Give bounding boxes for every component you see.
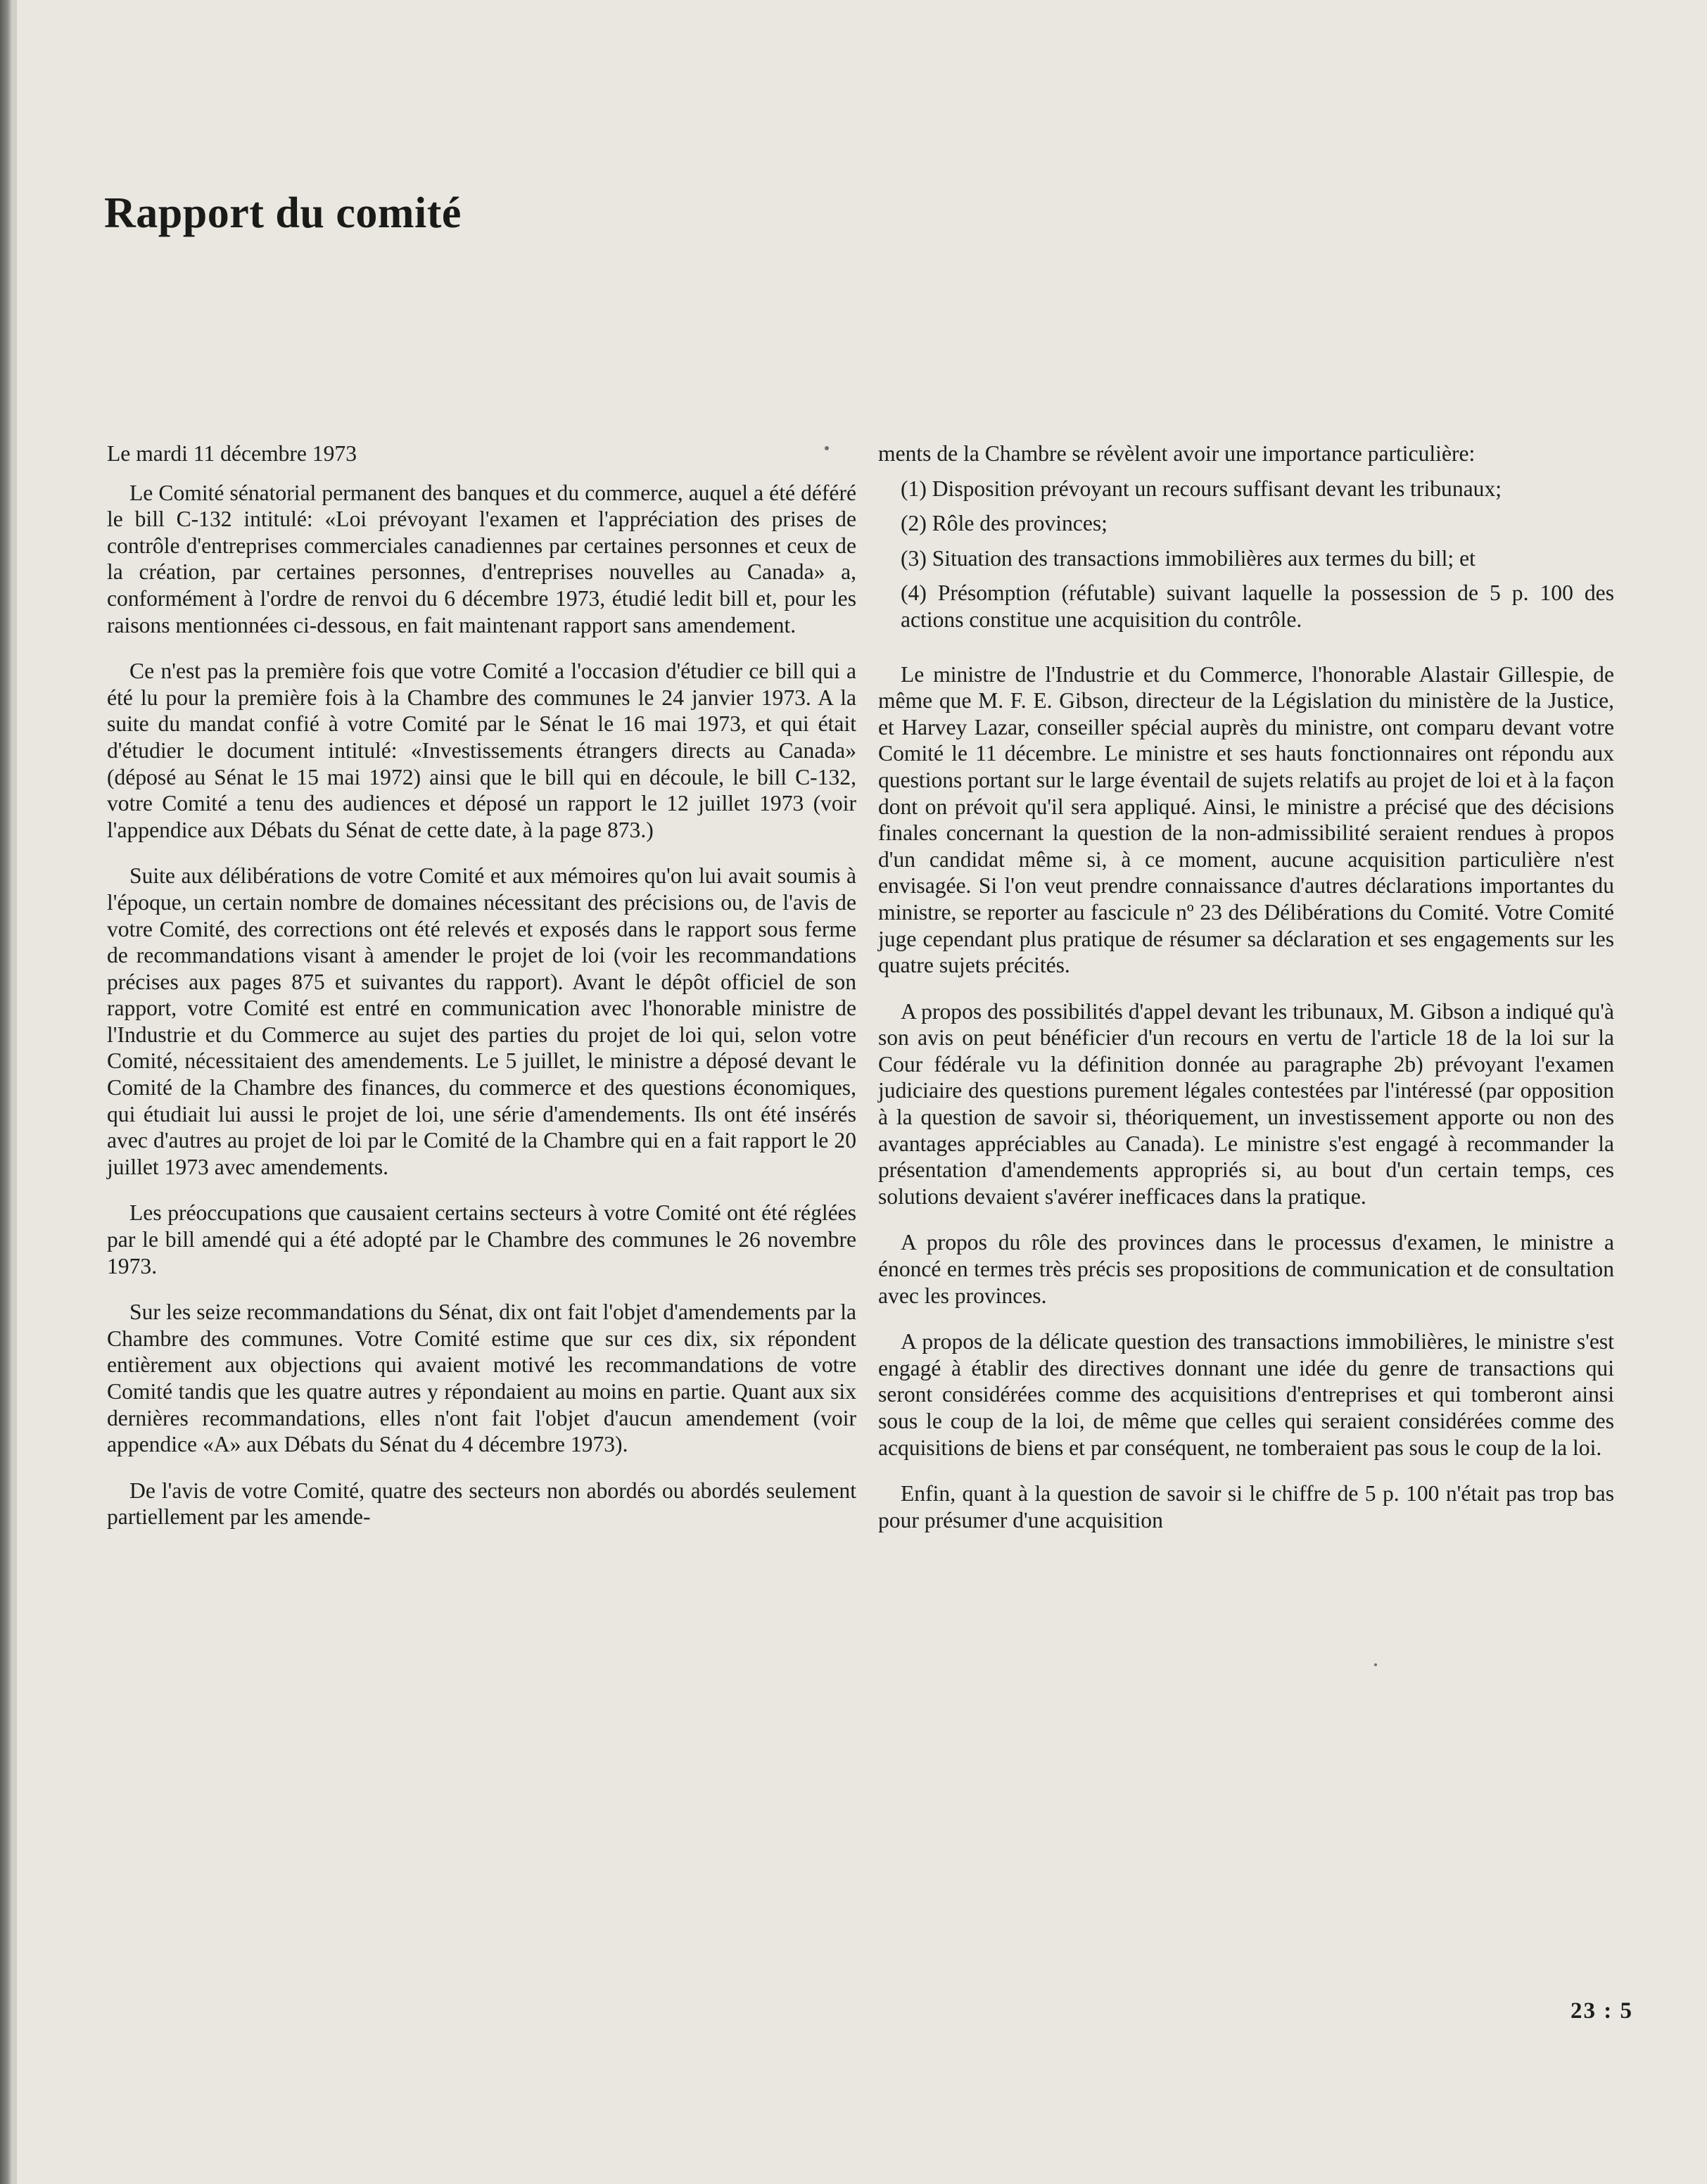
paragraph: A propos du rôle des provinces dans le processus d'examen, le ministre a énoncé en termes très précis ses propositions de communication et de consultation avec les provinces. [878,1230,1614,1308]
binding-shadow [0,0,13,2184]
list-item: (4) Présomption (réfutable) suivant laquelle la possession de 5 p. 100 des actions constitue une acquisition du contrôle. [901,580,1614,632]
paragraph: Sur les seize recommandations du Sénat, dix ont fait l'objet d'amendements par la Chambre des communes. Votre Comité estime que sur ces dix, six répondent entièrement aux objections qui avaient motivé les recommandations de votre Comité tandis que les quatre autres y répondaient au moins en partie. Quant aux six dernières recommandations, elles n'ont fait l'objet d'aucun amendement (voir appendice «A» aux Débats du Sénat du 4 décembre 1973). [107,1300,856,1457]
list-item: (1) Disposition prévoyant un recours suffisant devant les tribunaux; [901,476,1502,501]
paragraph: Le Comité sénatorial permanent des banques et du commerce, auquel a été déféré le bill C-132 intitulé: «Loi prévoyant l'examen et l'appréciation des prises de contrôle d'entreprises commerciales canadiennes par certaines personnes et ceux de la création, par certaines personnes, d'entreprises nouvelles au Canada» a, conformément à l'ordre de renvoi du 6 décembre 1973, étudié ledit bill et, pour les raisons mentionnées ci-dessous, en fait maintenant rapport sans amendement. [107,480,856,637]
list-item: (3) Situation des transactions immobilières aux termes du bill; et [901,545,1476,571]
paragraph: Le ministre de l'Industrie et du Commerce, l'honorable Alastair Gillespie, de même que M. F. E. Gibson, directeur de la Législation du ministère de la Justice, et Harvey Lazar, conseiller spécial auprès du ministre, ont comparu devant votre Comité le 11 décembre. Le ministre et ses hauts fonctionnaires ont répondu aux questions portant sur le large éventail de sujets relatifs au projet de loi et à la façon dont on prévoit qu'il sera appliqué. Ainsi, le ministre a précisé que des décisions finales concernant la question de la non-admissibilité seraient rendues à propos d'un candidat même si, à ce moment, aucune acquisition particulière n'est envisagée. Si l'on veut prendre connaissance d'autres déclarations importantes du ministre, se reporter au fascicule nº 23 des Délibérations du Comité. Votre Comité juge cependant plus pratique de résumer sa déclaration et ses engagements sur les quatre sujets précités. [878,661,1614,978]
page-title: Rapport du comité [104,189,462,237]
speck [1374,1663,1377,1666]
paragraph: A propos de la délicate question des transactions immobilières, le ministre s'est engagé à établir des directives donnant une idée du genre de transactions qui seront considérées comme des acquisitions d'entreprises et qui tomberont ainsi sous le coup de la loi, de même que celles qui seraient considérées comme des acquisitions de biens et par conséquent, ne tomberaient pas sous le coup de la loi. [878,1329,1614,1460]
paragraph: Les préoccupations que causaient certains secteurs à votre Comité ont été réglées par le bill amendé qui a été adopté par le Chambre des communes le 26 novembre 1973. [107,1200,856,1278]
page-number: 23 : 5 [1570,1998,1633,2024]
paragraph: Ce n'est pas la première fois que votre Comité a l'occasion d'étudier ce bill qui a été lu pour la première fois à la Chambre des communes le 24 janvier 1973. A la suite du mandat confié à votre Comité par le Sénat le 16 mai 1973, et qui était d'étudier le document intitulé: «Investissements étrangers directs au Canada» (déposé au Sénat le 15 mai 1972) ainsi que le bill qui en découle, le bill C-132, votre Comité a tenu des audiences et déposé un rapport le 12 juillet 1973 (voir l'appendice aux Débats du Sénat de cette date, à la page 873.) [107,659,856,842]
right-column [878,440,1614,1553]
page-edge [13,0,17,2184]
list-item: (2) Rôle des provinces; [901,511,1108,536]
left-column [107,440,856,1550]
report-date: Le mardi 11 décembre 1973 [107,441,357,466]
paragraph: Enfin, quant à la question de savoir si le chiffre de 5 p. 100 n'était pas trop bas pour présumer d'une acquisition [878,1481,1614,1532]
paragraph: A propos des possibilités d'appel devant les tribunaux, M. Gibson a indiqué qu'à son avis on peut bénéficier d'un recours en vertu de l'article 18 de la loi sur la Cour fédérale vu la définition donnée au paragraphe 2b) prévoyant l'examen judiciaire des questions purement légales contestées par l'intéressé (par opposition à la question de savoir si, théoriquement, un investissement apporte ou non des avantages appréciables au Canada). Le ministre s'est engagé à recommander la présentation d'amendements appropriés si, au bout d'un certain temps, ces solutions devaient s'avérer inefficaces dans la pratique. [878,998,1614,1209]
paragraph-continuation: ments de la Chambre se révèlent avoir une importance particulière: [878,441,1476,466]
paragraph: Suite aux délibérations de votre Comité et aux mémoires qu'on lui avait soumis à l'époque, un certain nombre de domaines nécessitant des précisions ou, de l'avis de votre Comité, des corrections ont été relevés et exposés dans le rapport sous ferme de recommandations visant à amender le projet de loi (voir les recommandations précises aux pages 875 et suivantes du rapport). Avant le dépôt officiel de son rapport, votre Comité est entré en communication avec l'honorable ministre de l'Industrie et du Commerce au sujet des parties du projet de loi qui, selon votre Comité, nécessitaient des amendements. Le 5 juillet, le ministre a déposé devant le Comité de la Chambre des finances, du commerce et des questions économiques, qui étudiait lui aussi le projet de loi, une série d'amendements. Ils ont été insérés avec d'autres au projet de loi par le Comité de la Chambre qui en a fait rapport le 20 juillet 1973 avec amendements. [107,863,856,1179]
paragraph: De l'avis de votre Comité, quatre des secteurs non abordés ou abordés seulement partiellement par les amende- [107,1478,856,1530]
